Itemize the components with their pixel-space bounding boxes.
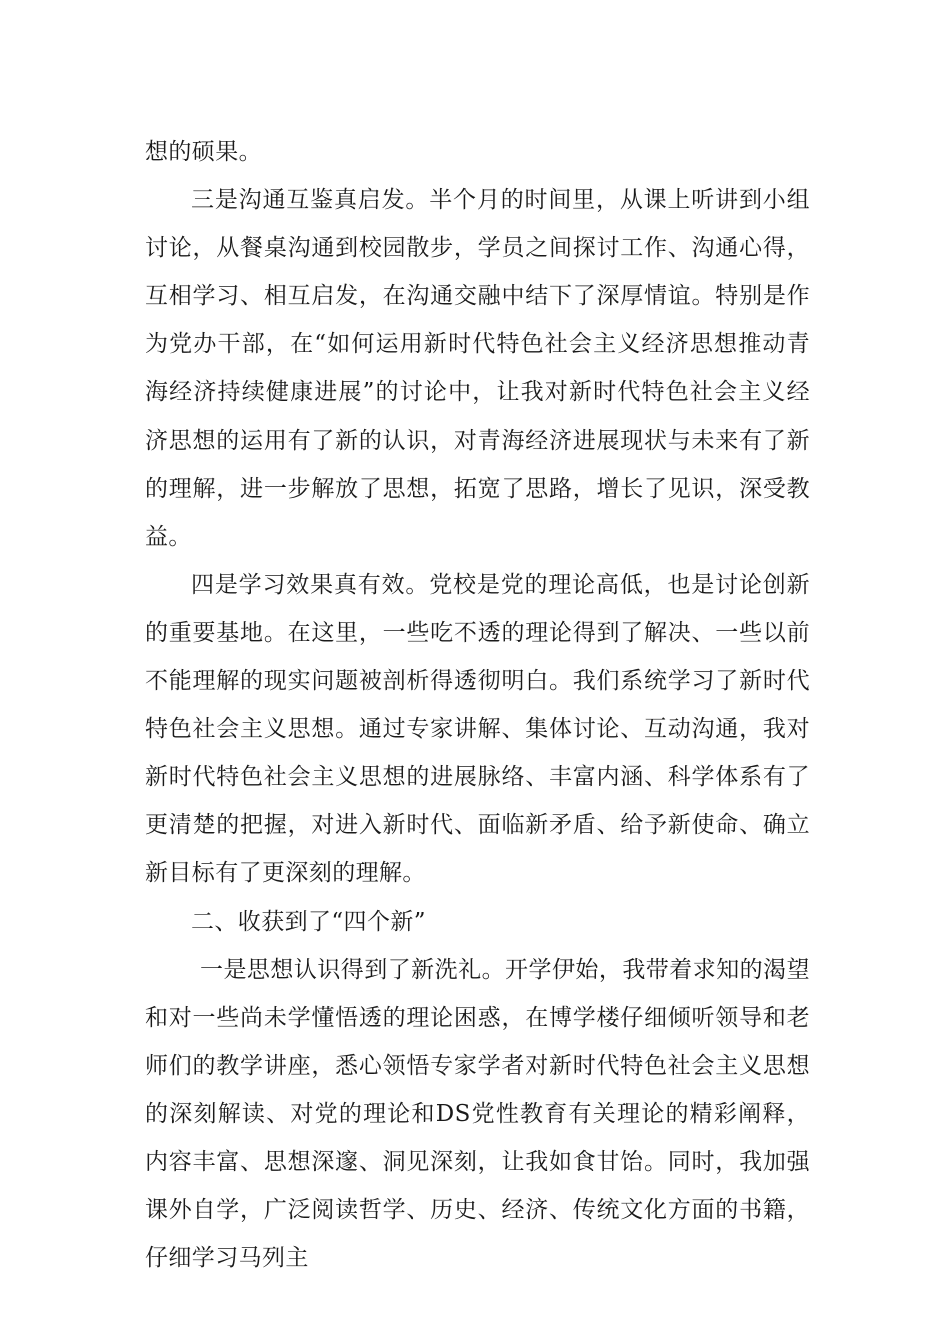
paragraph-communication: 三是沟通互鉴真启发。半个月的时间里，从课上听讲到小组讨论，从餐桌沟通到校园散步，学员之间探讨工作、沟通心得，互相学习、相互启发，在沟通交融中结下了深厚情谊。特别是作为党办干部，在“如何运用新时代特色社会主义经济思想推动青海经济持续健康进展”的讨论中，让我对新时代特色社会主义经济思想的运用有了新的认识，对青海经济进展现状与未来有了新的理解，进一步解放了思想，拓宽了思路，增长了见识，深受教益。 — [145, 187, 810, 550]
document-body — [145, 128, 810, 1282]
paragraph-continuation: 想的硕果。 — [145, 139, 262, 165]
paragraph-thought-baptism: 一是思想认识得到了新洗礼。开学伊始，我带着求知的渴望和对一些尚未学懂悟透的理论困惑，在博学楼仔细倾听领导和老师们的教学讲座，悉心领悟专家学者对新时代特色社会主义思想的深刻解读、对党的理论和DS党性教育有关理论的精彩阐释，内容丰富、思想深邃、洞见深刻，让我如食甘饴。同时，我加强课外自学，广泛阅读哲学、历史、经济、传统文化方面的书籍，仔细学习马列主 — [145, 956, 810, 1272]
paragraph-learning-effect: 四是学习效果真有效。党校是党的理论高低，也是讨论创新的重要基地。在这里，一些吃不透的理论得到了解决、一些以前不能理解的现实问题被剖析得透彻明白。我们系统学习了新时代特色社会主义思想。通过专家讲解、集体讨论、互动沟通，我对新时代特色社会主义思想的进展脉络、丰富内涵、科学体系有了更清楚的把握，对进入新时代、面临新矛盾、给予新使命、确立新目标有了更深刻的理解。 — [145, 571, 810, 887]
section-heading: 二、收获到了“四个新” — [191, 908, 426, 935]
